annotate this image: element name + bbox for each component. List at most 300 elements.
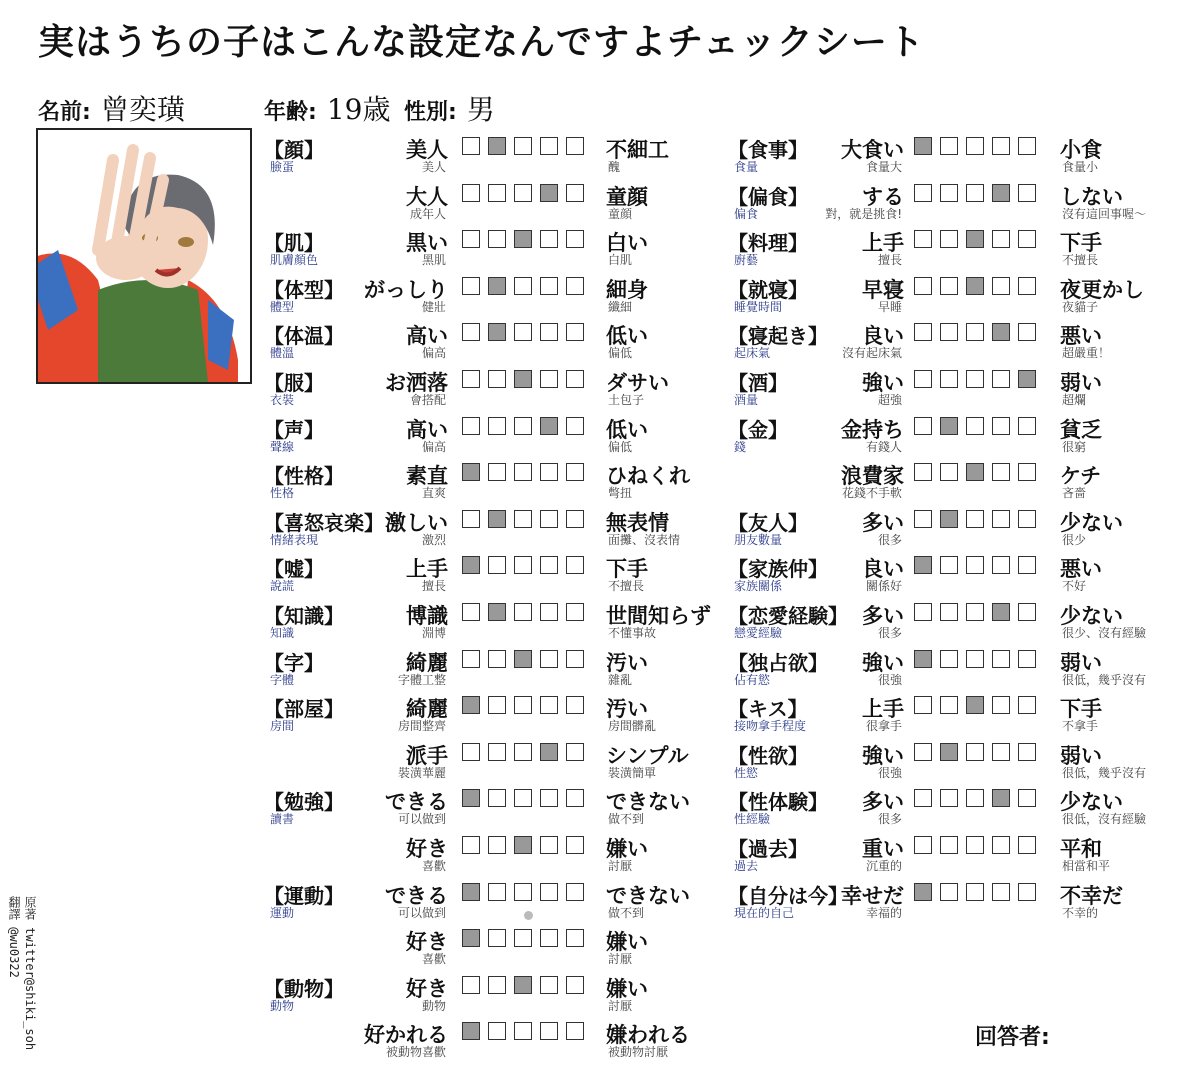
left-option-label: 高い [406, 324, 448, 349]
checklist-row [0, 274, 1200, 320]
right-option-label: 不細工 [606, 138, 669, 162]
right-option-label: 下手 [606, 557, 648, 582]
checkbox[interactable] [1018, 510, 1036, 528]
checkbox[interactable] [1018, 417, 1036, 435]
left-option-label: 好かれる [364, 1023, 448, 1048]
checkbox[interactable] [966, 650, 984, 668]
checkbox[interactable] [940, 556, 958, 574]
right-option-translation: 食量小 [1062, 160, 1099, 174]
left-option-translation: 美人 [421, 160, 446, 174]
checkbox[interactable] [966, 184, 984, 202]
category-translation: 肌膚顏色 [270, 253, 319, 268]
rating-scale [914, 743, 1036, 761]
category-translation: 錢 [734, 439, 747, 454]
category-label: 【恋愛経験】 [728, 604, 848, 628]
checkbox[interactable] [966, 556, 984, 574]
category-label: 【知識】 [264, 604, 344, 628]
checkbox[interactable] [940, 463, 958, 481]
right-option-translation: 偏低 [608, 439, 633, 454]
checklist-row [0, 553, 1200, 599]
checkbox[interactable] [940, 184, 958, 202]
left-option-label: 重い [862, 837, 904, 861]
checkbox[interactable] [1018, 650, 1036, 668]
right-option-translation: 纖細 [608, 299, 633, 314]
category-translation: 偏食 [734, 206, 759, 221]
left-option-label: 早寝 [862, 277, 904, 302]
category-label: 【字】 [264, 650, 324, 675]
category-translation: 起床氣 [734, 346, 771, 361]
checkbox[interactable] [966, 277, 984, 295]
right-option-label: 無表情 [606, 510, 669, 535]
category-label: 【体型】 [264, 277, 344, 302]
checkbox[interactable] [940, 883, 958, 901]
right-option-translation: 做不到 [608, 905, 645, 920]
category-label: 【家族仲】 [728, 557, 828, 582]
rating-scale [914, 184, 1036, 202]
category-translation: 情緒表現 [270, 532, 319, 547]
checkbox[interactable] [992, 696, 1010, 714]
rating-scale [914, 510, 1036, 528]
checkbox[interactable] [1018, 743, 1036, 761]
checklist-row [0, 507, 1200, 553]
checklist-row [0, 227, 1200, 273]
left-option-label: 大人 [406, 184, 448, 209]
gender-field [404, 88, 495, 128]
checklist-row [0, 740, 1200, 786]
left-option-label: 上手 [862, 697, 904, 722]
left-option-label: 好き [406, 837, 448, 861]
left-option-label: 大食い [841, 138, 904, 162]
checklist-row [0, 367, 1200, 413]
checkbox[interactable] [1018, 789, 1036, 807]
left-option-translation: 偏高 [421, 346, 446, 361]
right-option-translation: 被動物討厭 [608, 1045, 669, 1060]
checkbox[interactable] [914, 370, 932, 388]
right-option-label: ケチ [1060, 464, 1102, 489]
right-option-translation: 很少 [1062, 532, 1087, 547]
right-option-translation: 不擅長 [608, 579, 645, 594]
right-option-label: 悪い [1060, 557, 1102, 582]
checkbox[interactable] [1018, 603, 1036, 621]
checkbox[interactable] [462, 929, 480, 947]
rating-scale [914, 137, 1036, 155]
checklist-row [0, 181, 1200, 227]
rating-scale [914, 650, 1036, 668]
right-option-label: できない [606, 883, 690, 908]
left-option-translation: 關係好 [865, 579, 902, 594]
category-label: 【部屋】 [264, 697, 344, 722]
checkbox[interactable] [940, 323, 958, 341]
rating-scale [914, 789, 1036, 807]
checkbox[interactable] [992, 463, 1010, 481]
right-option-label: 世間知らず [606, 604, 711, 628]
credit-translator: 翻譯 @wu0322 [7, 896, 21, 978]
left-option-label: 黒い [406, 231, 448, 256]
checkbox[interactable] [914, 137, 932, 155]
left-option-label: 金持ち [841, 417, 904, 442]
left-option-label: 強い [862, 743, 904, 768]
right-option-label: 弱い [1060, 650, 1102, 675]
left-option-label: できる [385, 790, 448, 815]
left-option-label: 綺麗 [406, 650, 448, 675]
checkbox[interactable] [966, 836, 984, 854]
checkbox[interactable] [992, 603, 1010, 621]
checkbox[interactable] [540, 976, 558, 994]
left-option-translation: 激烈 [421, 532, 446, 547]
left-option-translation: 動物 [421, 998, 446, 1013]
category-label: 【肌】 [264, 231, 324, 256]
category-label: 【性格】 [264, 464, 344, 489]
category-label: 【服】 [264, 371, 324, 395]
checkbox[interactable] [514, 929, 532, 947]
category-label: 【偏食】 [728, 184, 808, 209]
checkbox[interactable] [914, 650, 932, 668]
page-title: 実はうちの子はこんな設定なんですよチェックシート [38, 22, 925, 63]
checkbox[interactable] [966, 603, 984, 621]
right-option-label: 汚い [606, 697, 648, 722]
right-option-label: 不幸だ [1060, 883, 1123, 908]
left-option-translation: 很拿手 [865, 719, 902, 734]
category-translation: 讀書 [270, 812, 295, 827]
category-translation: 酒量 [734, 393, 759, 407]
right-option-label: できない [606, 790, 690, 815]
checkbox[interactable] [940, 137, 958, 155]
right-option-translation: 超嚴重！ [1062, 346, 1111, 361]
rating-scale [914, 556, 1036, 574]
left-option-translation: 超強 [877, 393, 902, 407]
credit-original: 原著 twitter@shiki_soh [23, 896, 37, 1051]
right-option-label: しない [1060, 184, 1123, 209]
left-option-translation: 食量大 [865, 160, 902, 174]
left-option-label: 素直 [406, 464, 448, 489]
checkbox[interactable] [966, 137, 984, 155]
right-option-translation: 很低，幾乎沒有 [1062, 672, 1147, 687]
checkbox[interactable] [462, 976, 480, 994]
left-option-label: 派手 [406, 743, 448, 768]
left-option-translation: 字體工整 [397, 672, 446, 687]
checkbox[interactable] [566, 976, 584, 994]
checkbox[interactable] [940, 789, 958, 807]
checkbox[interactable] [966, 323, 984, 341]
rating-scale [462, 1022, 584, 1040]
rating-scale [462, 976, 584, 994]
checkbox[interactable] [992, 556, 1010, 574]
checkbox[interactable] [914, 184, 932, 202]
category-translation: 朋友數量 [734, 532, 783, 547]
right-option-label: 下手 [1060, 231, 1102, 256]
left-option-translation: 直爽 [421, 486, 446, 501]
rating-scale [914, 277, 1036, 295]
category-translation: 食量 [734, 160, 759, 174]
checkbox[interactable] [914, 230, 932, 248]
category-translation: 知識 [270, 626, 295, 640]
checkbox[interactable] [966, 696, 984, 714]
category-translation: 佔有慾 [734, 672, 771, 687]
right-option-translation: 不好 [1062, 579, 1087, 594]
checklist-row [0, 460, 1200, 506]
right-option-label: 白い [606, 231, 648, 256]
right-option-translation: 很窮 [1062, 439, 1087, 454]
checkbox[interactable] [1018, 883, 1036, 901]
checkbox[interactable] [488, 976, 506, 994]
rating-scale [462, 929, 584, 947]
right-option-label: 少ない [1060, 510, 1123, 535]
category-label: 【嘘】 [264, 557, 324, 582]
category-label: 【食事】 [728, 138, 808, 162]
category-label: 【運動】 [264, 883, 344, 908]
category-translation: 現在的自己 [734, 905, 795, 920]
left-option-label: 幸せだ [841, 883, 904, 908]
checkbox[interactable] [1018, 696, 1036, 714]
category-label: 【就寝】 [728, 277, 808, 302]
category-translation: 家族關係 [734, 579, 783, 594]
checkbox[interactable] [1018, 184, 1036, 202]
gender-value: 男 [466, 93, 495, 126]
left-option-translation: 沉重的 [865, 859, 902, 873]
left-option-label: する [862, 184, 904, 209]
right-option-label: 下手 [1060, 697, 1102, 722]
checkbox[interactable] [1018, 463, 1036, 481]
category-translation: 臉蛋 [270, 160, 295, 174]
checkbox[interactable] [514, 1022, 532, 1040]
checkbox[interactable] [966, 370, 984, 388]
left-option-translation: 可以做到 [397, 905, 446, 920]
checkbox[interactable] [992, 184, 1010, 202]
category-label: 【性欲】 [728, 743, 808, 768]
rating-scale [914, 883, 1036, 901]
checkbox[interactable] [940, 230, 958, 248]
checkbox[interactable] [966, 510, 984, 528]
right-option-translation: 討厭 [608, 859, 633, 873]
checkbox[interactable] [914, 277, 932, 295]
checkbox[interactable] [966, 883, 984, 901]
checkbox[interactable] [966, 230, 984, 248]
checkbox[interactable] [488, 929, 506, 947]
checkbox[interactable] [462, 1022, 480, 1040]
right-option-translation: 偏低 [608, 346, 633, 361]
checkbox[interactable] [966, 743, 984, 761]
checkbox[interactable] [566, 1022, 584, 1040]
rating-scale [914, 230, 1036, 248]
category-label: 【顔】 [264, 138, 324, 162]
checklist-row [0, 880, 1200, 926]
checkbox[interactable] [566, 929, 584, 947]
left-option-translation: 裝潢華麗 [397, 765, 446, 780]
right-option-label: 低い [606, 324, 648, 349]
checkbox[interactable] [1018, 230, 1036, 248]
checkbox[interactable] [992, 510, 1010, 528]
left-option-translation: 擅長 [877, 253, 902, 268]
right-option-label: ダサい [606, 371, 669, 395]
right-option-translation: 房間髒亂 [608, 719, 657, 734]
checkbox[interactable] [914, 510, 932, 528]
left-option-translation: 成年人 [409, 206, 446, 221]
checkbox[interactable] [992, 743, 1010, 761]
right-option-translation: 面攤、沒表情 [608, 532, 681, 547]
right-option-translation: 不擅長 [1062, 253, 1099, 268]
checkbox[interactable] [1018, 836, 1036, 854]
checkbox[interactable] [488, 1022, 506, 1040]
checkbox[interactable] [540, 1022, 558, 1040]
left-option-translation: 可以做到 [397, 812, 446, 827]
checklist-row [0, 134, 1200, 180]
left-option-translation: 對，就是挑食! [825, 206, 902, 221]
right-option-label: 嫌い [606, 930, 648, 955]
category-label: 【寝起き】 [728, 324, 828, 349]
left-option-label: 多い [862, 790, 904, 815]
right-option-translation: 不拿手 [1062, 719, 1099, 734]
checkbox[interactable] [940, 417, 958, 435]
right-option-translation: 醜 [608, 160, 621, 174]
checkbox[interactable] [940, 696, 958, 714]
rating-scale [914, 463, 1036, 481]
category-label: 【過去】 [728, 837, 808, 861]
category-translation: 性慾 [734, 765, 759, 780]
age-field [264, 88, 390, 128]
checkbox[interactable] [514, 976, 532, 994]
left-option-translation: 健壯 [421, 299, 446, 314]
category-label: 【性体験】 [728, 790, 828, 815]
category-label: 【勉強】 [264, 790, 344, 815]
checkbox[interactable] [940, 510, 958, 528]
checkbox[interactable] [914, 696, 932, 714]
checklist-row [0, 647, 1200, 693]
checkbox[interactable] [1018, 323, 1036, 341]
checkbox[interactable] [914, 789, 932, 807]
checkbox[interactable] [992, 370, 1010, 388]
checkbox[interactable] [966, 789, 984, 807]
right-option-translation: 超爛 [1062, 393, 1087, 407]
category-label: 【体温】 [264, 324, 344, 349]
rating-scale [914, 603, 1036, 621]
right-option-translation: 不幸的 [1062, 905, 1099, 920]
checkbox[interactable] [914, 463, 932, 481]
right-option-label: 汚い [606, 650, 648, 675]
left-option-translation: 很多 [877, 812, 902, 827]
left-option-label: 強い [862, 371, 904, 395]
left-option-translation: 花錢不手軟 [841, 486, 902, 501]
left-option-translation: 有錢人 [865, 439, 902, 454]
checkbox[interactable] [940, 603, 958, 621]
category-label: 【キス】 [728, 697, 808, 722]
left-option-label: 多い [862, 510, 904, 535]
checkbox[interactable] [1018, 556, 1036, 574]
right-option-translation: 彆扭 [608, 486, 633, 501]
checkbox[interactable] [914, 417, 932, 435]
checkbox[interactable] [1018, 277, 1036, 295]
left-option-label: お洒落 [385, 371, 448, 395]
checkbox[interactable] [966, 463, 984, 481]
right-option-translation: 裝潢簡單 [608, 765, 657, 780]
left-option-label: 良い [862, 324, 904, 349]
checkbox[interactable] [992, 277, 1010, 295]
right-option-translation: 很少、沒有經驗 [1062, 626, 1147, 640]
left-option-label: 強い [862, 650, 904, 675]
left-option-label: 美人 [406, 138, 448, 162]
checkbox[interactable] [992, 650, 1010, 668]
checkbox[interactable] [992, 836, 1010, 854]
checkbox[interactable] [940, 743, 958, 761]
category-translation: 廚藝 [734, 253, 759, 268]
left-option-label: 綺麗 [406, 697, 448, 722]
right-option-translation: 土包子 [608, 393, 645, 407]
category-label: 【酒】 [728, 371, 788, 395]
right-option-translation: 吝嗇 [1062, 486, 1087, 501]
left-option-label: 上手 [862, 231, 904, 256]
left-option-label: 好き [406, 930, 448, 955]
name-label: 名前: [38, 100, 91, 125]
age-label: 年齢: [264, 100, 317, 125]
left-option-translation: 很多 [877, 626, 902, 640]
checkbox[interactable] [914, 743, 932, 761]
checkbox[interactable] [914, 836, 932, 854]
right-option-label: 弱い [1060, 743, 1102, 768]
checkbox[interactable] [992, 323, 1010, 341]
left-option-label: 浪費家 [841, 464, 904, 489]
right-option-label: 嫌い [606, 976, 648, 1001]
left-option-label: 好き [406, 976, 448, 1001]
left-option-translation: 黑肌 [421, 253, 446, 268]
left-option-label: できる [385, 883, 448, 908]
checkbox[interactable] [914, 883, 932, 901]
checkbox[interactable] [1018, 370, 1036, 388]
answerer-label: 回答者: [975, 1025, 1050, 1050]
checkbox[interactable] [966, 417, 984, 435]
checklist-row [0, 833, 1200, 879]
checkbox[interactable] [914, 556, 932, 574]
checkbox[interactable] [914, 603, 932, 621]
left-option-translation: 淵博 [421, 626, 446, 640]
left-option-label: 上手 [406, 557, 448, 582]
category-translation: 房間 [270, 719, 295, 734]
checkbox[interactable] [1018, 137, 1036, 155]
checkbox[interactable] [992, 883, 1010, 901]
rating-scale [914, 370, 1036, 388]
left-option-translation: 早睡 [877, 299, 902, 314]
checkbox[interactable] [940, 370, 958, 388]
right-option-translation: 雜亂 [608, 672, 633, 687]
rating-scale [914, 417, 1036, 435]
checkbox[interactable] [940, 836, 958, 854]
checkbox[interactable] [940, 277, 958, 295]
left-option-translation: 偏高 [421, 439, 446, 454]
right-option-label: 細身 [606, 277, 648, 302]
checkbox[interactable] [940, 650, 958, 668]
checkbox[interactable] [540, 929, 558, 947]
category-label: 【声】 [264, 417, 324, 442]
right-option-translation: 很低，幾乎沒有 [1062, 765, 1147, 780]
checkbox[interactable] [992, 789, 1010, 807]
right-option-label: 嫌い [606, 837, 648, 861]
left-option-translation: 很強 [877, 672, 902, 687]
category-translation: 說謊 [270, 579, 295, 594]
right-option-translation: 沒有這回事喔～ [1062, 206, 1147, 221]
checkbox[interactable] [992, 137, 1010, 155]
left-option-label: 博識 [406, 604, 448, 628]
checkbox[interactable] [914, 323, 932, 341]
left-option-translation: 喜歡 [421, 952, 446, 967]
right-option-translation: 做不到 [608, 812, 645, 827]
checkbox[interactable] [992, 417, 1010, 435]
rating-scale [914, 323, 1036, 341]
checklist-row [0, 926, 1200, 972]
right-option-translation: 討厭 [608, 998, 633, 1013]
category-translation: 性格 [270, 486, 295, 501]
category-translation: 接吻拿手程度 [734, 719, 807, 734]
left-option-label: 高い [406, 417, 448, 442]
category-label: 【料理】 [728, 231, 808, 256]
checkbox[interactable] [992, 230, 1010, 248]
